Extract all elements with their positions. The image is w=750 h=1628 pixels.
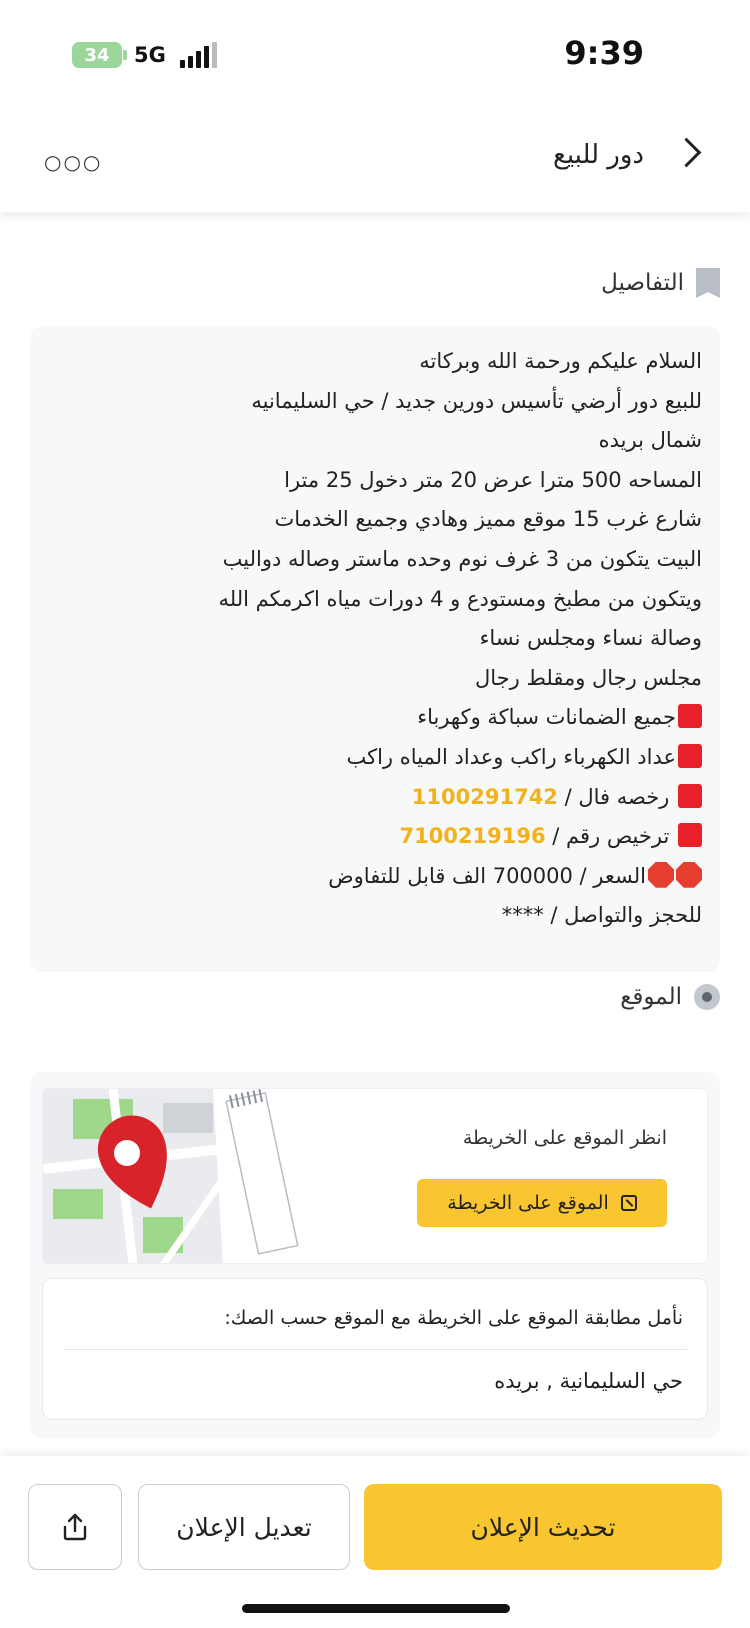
map-button[interactable]	[417, 1179, 667, 1227]
license-number: 7100219196	[399, 824, 546, 849]
detail-line: عداد الكهرباء راكب وعداد المياه راكب	[48, 738, 702, 778]
red-square-icon	[678, 744, 702, 768]
location-box	[30, 1072, 720, 1438]
map-button-label: الموقع على الخريطة	[447, 1192, 609, 1214]
detail-line: السعر / 700000 الف قابل للتفاوض	[48, 857, 702, 897]
detail-line: شمال بريده	[598, 428, 702, 453]
battery-icon	[72, 42, 122, 68]
location-pin-icon	[694, 984, 720, 1010]
tag-icon	[696, 268, 720, 298]
network-type: 5G	[134, 43, 166, 67]
stop-sign-icon	[648, 862, 674, 888]
bottom-action-bar	[0, 1456, 750, 1628]
status-bar	[0, 0, 750, 100]
page-title: دور للبيع	[552, 140, 644, 170]
map-illustration	[43, 1089, 393, 1264]
red-square-icon	[678, 823, 702, 847]
details-box	[30, 326, 720, 972]
detail-line: المساحه 500 مترا عرض 20 متر دخول 25 مترا	[284, 467, 702, 492]
detail-line: ويتكون من مطبخ ومستودع و 4 دورات مياه اكرمكم الله	[218, 586, 702, 611]
address-card	[42, 1278, 708, 1420]
location-section-title	[620, 984, 720, 1010]
divider	[63, 1349, 687, 1350]
detail-line: للحجز والتواصل / ****	[501, 903, 702, 928]
map-prompt: انظر الموقع على الخريطة	[462, 1127, 667, 1149]
license-fal-number: 1100291742	[411, 784, 558, 809]
share-button[interactable]	[28, 1484, 122, 1570]
map-icon	[621, 1195, 637, 1211]
stop-sign-icon	[676, 862, 702, 888]
detail-line: شارع غرب 15 موقع مميز وهادي وجميع الخدمات	[274, 507, 702, 532]
battery-level: 34	[84, 44, 110, 66]
detail-line: مجلس رجال ومقلط رجال	[474, 665, 702, 690]
back-chevron-icon[interactable]	[670, 138, 704, 172]
details-heading: التفاصيل	[601, 270, 684, 296]
location-heading: الموقع	[620, 984, 682, 1010]
refresh-ad-button[interactable]: تحديث الإعلان	[364, 1484, 722, 1570]
detail-line: جميع الضمانات سباكة وكهرباء	[48, 698, 702, 738]
address-note: نأمل مطابقة الموقع على الخريطة مع الموقع حسب الصك:	[224, 1307, 683, 1329]
red-square-icon	[678, 704, 702, 728]
app-header	[0, 100, 750, 212]
home-indicator	[242, 1604, 510, 1613]
red-square-icon	[678, 784, 702, 808]
detail-line: رخصه فال / 1100291742	[48, 778, 702, 818]
detail-line: السلام عليكم ورحمة الله وبركاته	[419, 349, 702, 373]
signal-icon	[180, 42, 217, 68]
detail-line: وصالة نساء ومجلس نساء	[479, 626, 702, 651]
more-icon[interactable]: ○○○	[44, 150, 103, 174]
detail-line: ترخيص رقم / 7100219196	[48, 817, 702, 857]
map-card[interactable]	[42, 1088, 708, 1264]
clock: 9:39	[564, 34, 644, 72]
edit-ad-button[interactable]: تعديل الإعلان	[138, 1484, 350, 1570]
share-icon	[60, 1512, 90, 1542]
address-value: حي السليمانية , بريده	[494, 1369, 683, 1393]
detail-line: للبيع دور أرضي تأسيس دورين جديد / حي السليمانيه	[251, 388, 702, 413]
details-section-title	[601, 268, 720, 298]
detail-line: البيت يتكون من 3 غرف نوم وحده ماستر وصاله دواليب	[222, 546, 702, 571]
